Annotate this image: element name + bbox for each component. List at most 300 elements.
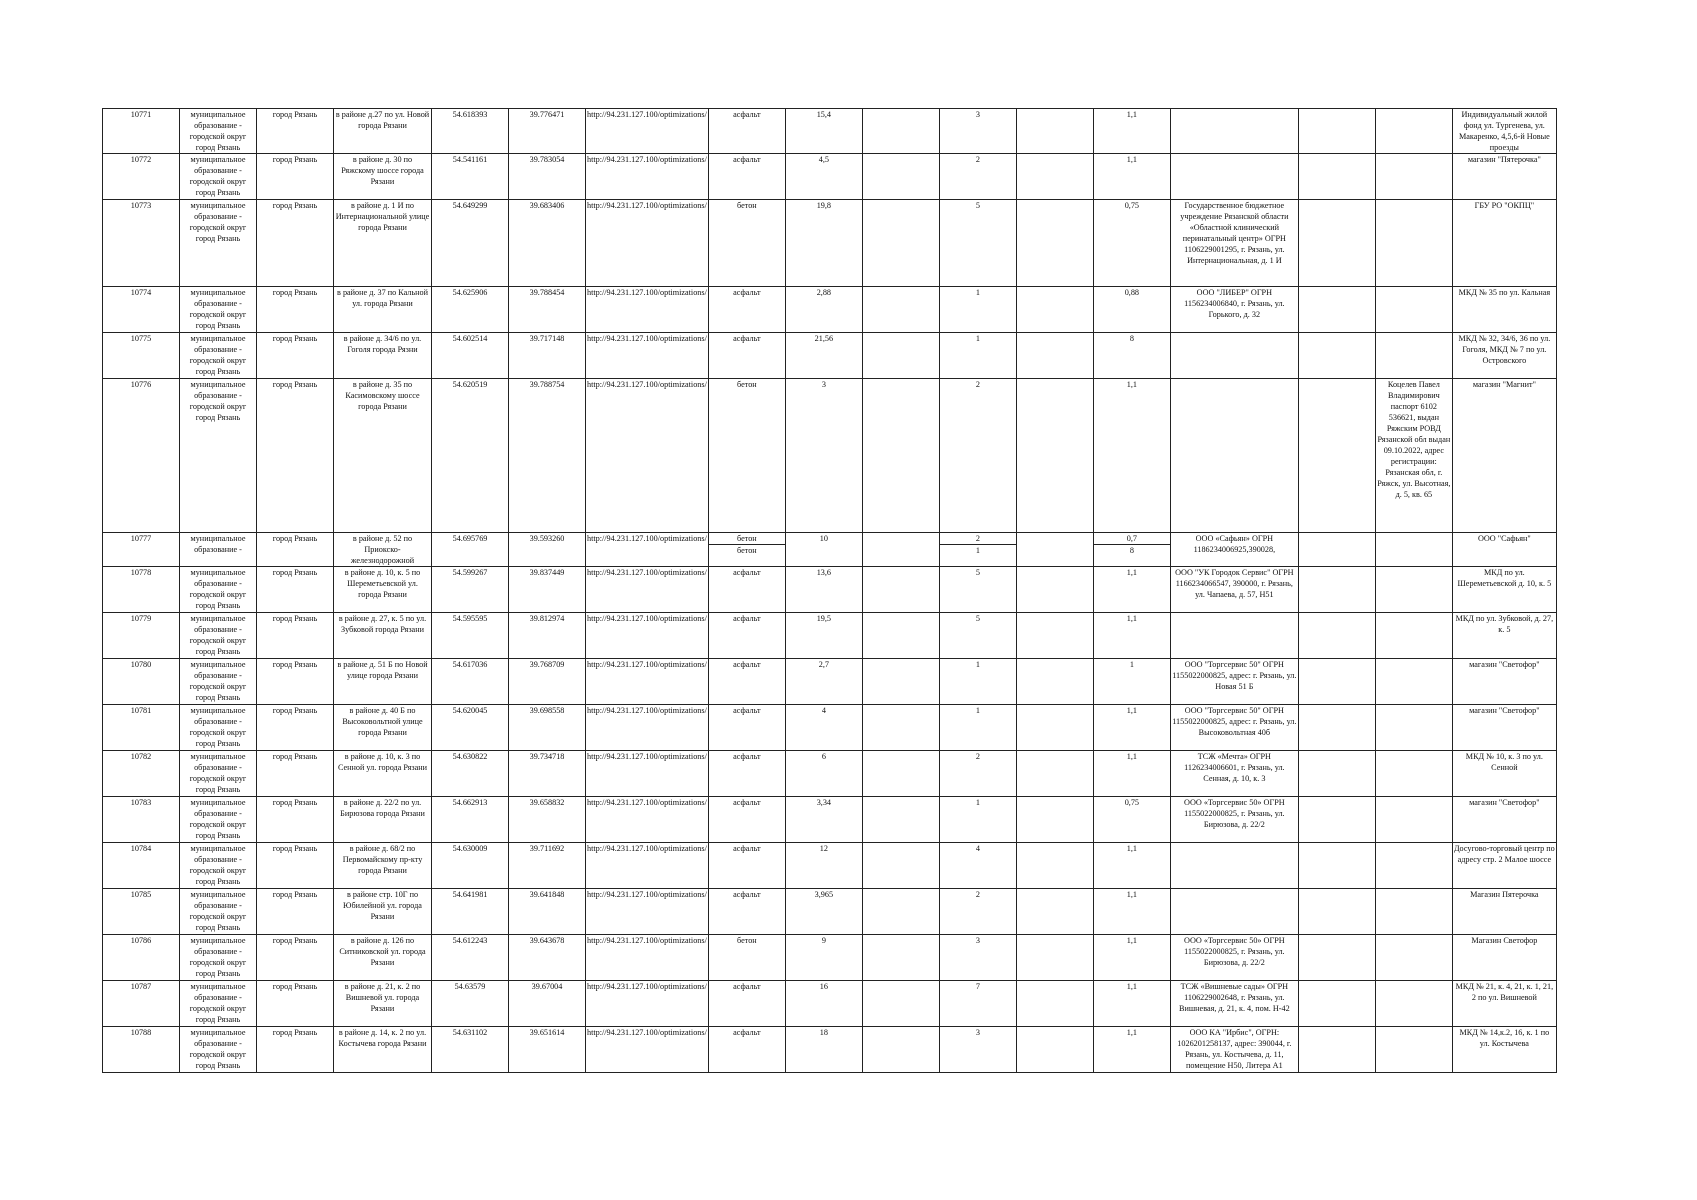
area: 10 <box>785 533 862 567</box>
owner-info: ООО «Торгсервис 50» ОГРН 1155022000825, г. Рязань, ул. Бирюзова, д. 22/2 <box>1170 935 1298 981</box>
table-row <box>103 935 1557 981</box>
container-volume: 1,1 <box>1093 109 1170 154</box>
container-volume-primary: 0,7 <box>1094 533 1170 545</box>
container-volume: 1,1 <box>1093 613 1170 659</box>
empty-cell <box>862 533 939 567</box>
area: 15,4 <box>785 109 862 154</box>
location-address: в районе д. 34/6 по ул. Гоголя города Рязни <box>334 333 432 379</box>
waste-source: Магазин Светофор <box>1452 935 1556 981</box>
surface-type: асфальт <box>708 843 785 889</box>
latitude: 54.620519 <box>432 379 509 533</box>
private-owner <box>1375 109 1452 154</box>
table-row <box>103 889 1557 935</box>
empty-cell <box>1016 705 1093 751</box>
container-volume: 0,75 <box>1093 797 1170 843</box>
row-number: 10775 <box>103 333 180 379</box>
private-owner <box>1375 613 1452 659</box>
location-address: в районе д. 1 И по Интернациональной улице города Рязани <box>334 200 432 287</box>
surface-type: асфальт <box>708 613 785 659</box>
table-row <box>103 797 1557 843</box>
area: 6 <box>785 751 862 797</box>
map-link[interactable]: http://94.231.127.100/optimizations/ <box>586 287 709 333</box>
municipality: муниципальное образование - <box>180 533 257 567</box>
municipality: муниципальное образование - городской округ город Рязань <box>180 613 257 659</box>
empty-cell <box>1298 843 1375 889</box>
table-row <box>103 981 1557 1027</box>
location-address: в районе д. 52 по Приокско-железнодорожной <box>334 533 432 567</box>
surface-type-secondary: бетон <box>737 546 757 555</box>
owner-info: ТСЖ «Мечта» ОГРН 1126234006601, г. Рязань, ул. Сенная, д. 10, к. 3 <box>1170 751 1298 797</box>
location-address: в районе д. 40 Б по Высоковольтной улице города Рязани <box>334 705 432 751</box>
longitude: 39.734718 <box>509 751 586 797</box>
row-number: 10781 <box>103 705 180 751</box>
row-number: 10782 <box>103 751 180 797</box>
private-owner <box>1375 751 1452 797</box>
surface-type: бетон <box>708 200 785 287</box>
private-owner <box>1375 200 1452 287</box>
location-address: в районе д. 14, к. 2 по ул. Костычева города Рязани <box>334 1027 432 1073</box>
waste-source: Индивидуальный жилой фонд ул. Тургенева, ул. Макаренко, 4,5,6-й Новые проезды <box>1452 109 1556 154</box>
private-owner <box>1375 333 1452 379</box>
container-count: 7 <box>939 981 1016 1027</box>
settlement: город Рязань <box>257 1027 334 1073</box>
surface-type: бетон <box>708 379 785 533</box>
empty-cell <box>1016 659 1093 705</box>
longitude: 39.711692 <box>509 843 586 889</box>
empty-cell <box>1016 613 1093 659</box>
empty-cell <box>1016 889 1093 935</box>
map-link[interactable]: http://94.231.127.100/optimizations/ <box>586 659 709 705</box>
container-volume: 0,88 <box>1093 287 1170 333</box>
area: 3,965 <box>785 889 862 935</box>
waste-source: МКД по ул. Шереметьевской д. 10, к. 5 <box>1452 567 1556 613</box>
settlement: город Рязань <box>257 109 334 154</box>
table-row <box>103 379 1557 533</box>
table-row <box>103 1027 1557 1073</box>
empty-cell <box>1016 935 1093 981</box>
surface-type: асфальт <box>708 797 785 843</box>
map-link[interactable]: http://94.231.127.100/optimizations/ <box>586 200 709 287</box>
owner-info: ООО "Торгсервис 50" ОГРН 1155022000825, адрес: г. Рязань, ул. Новая 51 Б <box>1170 659 1298 705</box>
area: 19,8 <box>785 200 862 287</box>
location-address: в районе д. 126 по Ситниковской ул. города Рязани <box>334 935 432 981</box>
empty-cell <box>862 379 939 533</box>
waste-source: МКД № 35 по ул. Кальная <box>1452 287 1556 333</box>
latitude: 54.662913 <box>432 797 509 843</box>
area: 3 <box>785 379 862 533</box>
location-address: в районе д. 68/2 по Первомайскому пр-кту города Рязани <box>334 843 432 889</box>
row-number: 10774 <box>103 287 180 333</box>
surface-type: асфальт <box>708 333 785 379</box>
map-link[interactable]: http://94.231.127.100/optimizations/ <box>586 567 709 613</box>
settlement: город Рязань <box>257 705 334 751</box>
owner-info: ООО «Торгсервис 50» ОГРН 1155022000825, г. Рязань, ул. Бирюзова, д. 22/2 <box>1170 797 1298 843</box>
area: 12 <box>785 843 862 889</box>
container-volume: 1,1 <box>1093 751 1170 797</box>
private-owner <box>1375 154 1452 200</box>
container-count: 1 <box>939 333 1016 379</box>
empty-cell <box>1298 379 1375 533</box>
area: 16 <box>785 981 862 1027</box>
municipality: муниципальное образование - городской округ город Рязань <box>180 287 257 333</box>
container-volume: 1 <box>1093 659 1170 705</box>
empty-cell <box>1016 981 1093 1027</box>
owner-info <box>1170 379 1298 533</box>
surface-type: асфальт <box>708 705 785 751</box>
container-volume: 1,1 <box>1093 843 1170 889</box>
latitude: 54.631102 <box>432 1027 509 1073</box>
row-number: 10785 <box>103 889 180 935</box>
empty-cell <box>862 797 939 843</box>
private-owner <box>1375 889 1452 935</box>
settlement: город Рязань <box>257 981 334 1027</box>
private-owner: Коцелев Павел Владимирович паспорт 6102 536621, выдан Ряжским РОВД Рязанской обл выдан 09.10.2022, адрес регистрации: Рязанская обл, г. Ряжск, ул. Высотная, д. 5, кв. 65 <box>1375 379 1452 533</box>
table-row <box>103 843 1557 889</box>
latitude: 54.630822 <box>432 751 509 797</box>
municipality: муниципальное образование - городской округ город Рязань <box>180 200 257 287</box>
latitude: 54.630009 <box>432 843 509 889</box>
container-volume: 1,1 <box>1093 154 1170 200</box>
table-row <box>103 287 1557 333</box>
area: 2,88 <box>785 287 862 333</box>
empty-cell <box>1016 567 1093 613</box>
container-volume: 1,1 <box>1093 705 1170 751</box>
settlement: город Рязань <box>257 797 334 843</box>
container-volume: 1,1 <box>1093 889 1170 935</box>
private-owner <box>1375 567 1452 613</box>
map-link[interactable]: http://94.231.127.100/optimizations/ <box>586 705 709 751</box>
waste-source: магазин "Пятерочка" <box>1452 154 1556 200</box>
municipality: муниципальное образование - городской округ город Рязань <box>180 659 257 705</box>
settlement: город Рязань <box>257 200 334 287</box>
table-row <box>103 705 1557 751</box>
surface-type: асфальт <box>708 889 785 935</box>
row-number: 10787 <box>103 981 180 1027</box>
waste-source: МКД по ул. Зубковой, д. 27, к. 5 <box>1452 613 1556 659</box>
row-number: 10777 <box>103 533 180 567</box>
waste-source: Досугово-торговый центр по адресу стр. 2 Малое шоссе <box>1452 843 1556 889</box>
latitude: 54.618393 <box>432 109 509 154</box>
row-number: 10772 <box>103 154 180 200</box>
municipality: муниципальное образование - городской округ город Рязань <box>180 751 257 797</box>
municipality: муниципальное образование - городской округ город Рязань <box>180 889 257 935</box>
map-link[interactable]: http://94.231.127.100/optimizations/ <box>586 843 709 889</box>
table-row <box>103 154 1557 200</box>
map-link[interactable]: http://94.231.127.100/optimizations/ <box>586 797 709 843</box>
empty-cell <box>862 613 939 659</box>
location-address: в районе д. 37 по Кальной ул. города Рязани <box>334 287 432 333</box>
container-volume: 8 <box>1093 333 1170 379</box>
map-link[interactable]: http://94.231.127.100/optimizations/ <box>586 109 709 154</box>
map-link[interactable]: http://94.231.127.100/optimizations/ <box>586 1027 709 1073</box>
container-volume: 1,1 <box>1093 981 1170 1027</box>
waste-source: Магазин Пятерочка <box>1452 889 1556 935</box>
container-count: 1 <box>939 797 1016 843</box>
municipality: муниципальное образование - городской округ город Рязань <box>180 797 257 843</box>
owner-info <box>1170 843 1298 889</box>
owner-info: ООО "Торгсервис 50" ОГРН 1155022000825, адрес: г. Рязань, ул. Высоковольтная 40б <box>1170 705 1298 751</box>
map-link[interactable]: http://94.231.127.100/optimizations/ <box>586 333 709 379</box>
owner-info: ООО КА "Ирбис", ОГРН: 1026201258137, адрес: 390044, г. Рязань, ул. Костычева, д. 11, помещение Н50, Литера А1 <box>1170 1027 1298 1073</box>
location-address: в районе д. 51 Б по Новой улице города Рязани <box>334 659 432 705</box>
private-owner <box>1375 1027 1452 1073</box>
container-count: 2 <box>939 154 1016 200</box>
settlement: город Рязань <box>257 613 334 659</box>
owner-info <box>1170 333 1298 379</box>
latitude: 54.620045 <box>432 705 509 751</box>
owner-info: Государственное бюджетное учреждение Рязанской области «Областной клинический перинатальный центр» ОГРН 1106229001295, г. Рязань, ул. Интернациональная, д. 1 И <box>1170 200 1298 287</box>
empty-cell <box>1298 705 1375 751</box>
waste-source: ГБУ РО "ОКПЦ" <box>1452 200 1556 287</box>
empty-cell <box>1298 109 1375 154</box>
location-address: в районе д. 10, к. 5 по Шереметьевской ул. города Рязани <box>334 567 432 613</box>
empty-cell <box>862 935 939 981</box>
container-count: 3 <box>939 1027 1016 1073</box>
settlement: город Рязань <box>257 287 334 333</box>
settlement: город Рязань <box>257 843 334 889</box>
map-link[interactable]: http://94.231.127.100/optimizations/ <box>586 379 709 533</box>
latitude: 54.695769 <box>432 533 509 567</box>
longitude: 39.812974 <box>509 613 586 659</box>
settlement: город Рязань <box>257 333 334 379</box>
surface-type: асфальт <box>708 751 785 797</box>
municipality: муниципальное образование - городской округ город Рязань <box>180 935 257 981</box>
row-number: 10788 <box>103 1027 180 1073</box>
empty-cell <box>1298 1027 1375 1073</box>
owner-info <box>1170 109 1298 154</box>
empty-cell <box>862 200 939 287</box>
empty-cell <box>862 333 939 379</box>
location-address: в районе д. 30 по Ряжскому шоссе города Рязани <box>334 154 432 200</box>
latitude: 54.625906 <box>432 287 509 333</box>
latitude: 54.649299 <box>432 200 509 287</box>
empty-cell <box>1298 333 1375 379</box>
empty-cell <box>862 1027 939 1073</box>
map-link[interactable]: http://94.231.127.100/optimizations/ <box>586 981 709 1027</box>
waste-source: МКД № 32, 34/6, 36 по ул. Гоголя, МКД № 7 по ул. Островского <box>1452 333 1556 379</box>
waste-source: магазин "Магнит" <box>1452 379 1556 533</box>
empty-cell <box>1016 200 1093 287</box>
owner-info: ТСЖ «Вишневые сады» ОГРН 1106229002648, г. Рязань, ул. Вишневая, д. 21, к. 4, пом. Н-42 <box>1170 981 1298 1027</box>
surface-type <box>708 533 785 567</box>
empty-cell <box>1298 567 1375 613</box>
container-count: 2 <box>939 751 1016 797</box>
latitude: 54.612243 <box>432 935 509 981</box>
map-link[interactable]: http://94.231.127.100/optimizations/ <box>586 533 709 567</box>
empty-cell <box>1298 533 1375 567</box>
municipality: муниципальное образование - городской округ город Рязань <box>180 981 257 1027</box>
private-owner <box>1375 705 1452 751</box>
settlement: город Рязань <box>257 659 334 705</box>
empty-cell <box>1298 751 1375 797</box>
container-volume-secondary: 8 <box>1129 546 1134 555</box>
empty-cell <box>1298 659 1375 705</box>
private-owner <box>1375 935 1452 981</box>
empty-cell <box>1016 333 1093 379</box>
empty-cell <box>862 889 939 935</box>
latitude: 54.541161 <box>432 154 509 200</box>
owner-info <box>1170 889 1298 935</box>
area: 3,34 <box>785 797 862 843</box>
empty-cell <box>1298 797 1375 843</box>
settlement: город Рязань <box>257 154 334 200</box>
container-count: 5 <box>939 567 1016 613</box>
location-address: в районе д. 22/2 по ул. Бирюзова города Рязани <box>334 797 432 843</box>
private-owner <box>1375 981 1452 1027</box>
row-number: 10771 <box>103 109 180 154</box>
surface-type-primary: бетон <box>709 533 785 545</box>
surface-type: асфальт <box>708 109 785 154</box>
longitude: 39.643678 <box>509 935 586 981</box>
empty-cell <box>862 154 939 200</box>
area: 9 <box>785 935 862 981</box>
surface-type: асфальт <box>708 287 785 333</box>
location-address: в районе д. 35 по Касимовскому шоссе города Рязани <box>334 379 432 533</box>
waste-source: МКД № 21, к. 4, 21, к. 1, 21, 2 по ул. Вишневой <box>1452 981 1556 1027</box>
surface-type: асфальт <box>708 154 785 200</box>
longitude: 39.593260 <box>509 533 586 567</box>
surface-type: асфальт <box>708 981 785 1027</box>
container-volume: 1,1 <box>1093 567 1170 613</box>
owner-info: ООО «Сафьян» ОГРН 1186234006925,390028, <box>1170 533 1298 567</box>
longitude: 39.788454 <box>509 287 586 333</box>
settlement: город Рязань <box>257 567 334 613</box>
latitude: 54.641981 <box>432 889 509 935</box>
location-address: в районе д. 27, к. 5 по ул. Зубковой города Рязани <box>334 613 432 659</box>
empty-cell <box>1016 154 1093 200</box>
settlement: город Рязань <box>257 935 334 981</box>
container-count-primary: 2 <box>940 533 1016 545</box>
row-number: 10776 <box>103 379 180 533</box>
table-row <box>103 333 1557 379</box>
map-link[interactable]: http://94.231.127.100/optimizations/ <box>586 154 709 200</box>
settlement: город Рязань <box>257 533 334 567</box>
surface-type: асфальт <box>708 1027 785 1073</box>
latitude: 54.595595 <box>432 613 509 659</box>
area: 4,5 <box>785 154 862 200</box>
container-volume: 1,1 <box>1093 935 1170 981</box>
municipality: муниципальное образование - городской округ город Рязань <box>180 333 257 379</box>
empty-cell <box>1016 287 1093 333</box>
empty-cell <box>1298 613 1375 659</box>
empty-cell <box>862 287 939 333</box>
longitude: 39.776471 <box>509 109 586 154</box>
area: 4 <box>785 705 862 751</box>
empty-cell <box>862 751 939 797</box>
table-row <box>103 533 1557 567</box>
container-volume: 0,75 <box>1093 200 1170 287</box>
table-row <box>103 200 1557 287</box>
longitude: 39.717148 <box>509 333 586 379</box>
empty-cell <box>1298 287 1375 333</box>
latitude: 54.602514 <box>432 333 509 379</box>
container-count: 1 <box>939 705 1016 751</box>
waste-source: магазин "Светофор" <box>1452 705 1556 751</box>
map-link[interactable]: http://94.231.127.100/optimizations/ <box>586 889 709 935</box>
area: 2,7 <box>785 659 862 705</box>
container-count-secondary: 1 <box>975 546 980 555</box>
table-row <box>103 613 1557 659</box>
longitude: 39.683406 <box>509 200 586 287</box>
area: 21,56 <box>785 333 862 379</box>
owner-info <box>1170 613 1298 659</box>
empty-cell <box>1016 533 1093 567</box>
empty-cell <box>1016 797 1093 843</box>
table-row <box>103 567 1557 613</box>
longitude: 39.783054 <box>509 154 586 200</box>
empty-cell <box>862 109 939 154</box>
container-count: 2 <box>939 379 1016 533</box>
owner-info: ООО "УК Городок Сервис" ОГРН 1166234066547, 390000, г. Рязань, ул. Чапаева, д. 57, Н51 <box>1170 567 1298 613</box>
container-count: 5 <box>939 200 1016 287</box>
container-count: 2 <box>939 889 1016 935</box>
location-address: в районе д.27 по ул. Новой города Рязани <box>334 109 432 154</box>
map-link[interactable]: http://94.231.127.100/optimizations/ <box>586 935 709 981</box>
municipality: муниципальное образование - городской округ город Рязань <box>180 379 257 533</box>
area: 19,5 <box>785 613 862 659</box>
waste-source: МКД № 14,к.2, 16, к. 1 по ул. Костычева <box>1452 1027 1556 1073</box>
empty-cell <box>1298 889 1375 935</box>
table-row <box>103 751 1557 797</box>
municipality: муниципальное образование - городской округ город Рязань <box>180 843 257 889</box>
container-count <box>939 533 1016 567</box>
municipality: муниципальное образование - городской округ город Рязань <box>180 154 257 200</box>
empty-cell <box>862 567 939 613</box>
owner-info <box>1170 154 1298 200</box>
empty-cell <box>1016 751 1093 797</box>
waste-source: магазин "Светофор" <box>1452 659 1556 705</box>
area: 18 <box>785 1027 862 1073</box>
empty-cell <box>1016 109 1093 154</box>
latitude: 54.617036 <box>432 659 509 705</box>
row-number: 10779 <box>103 613 180 659</box>
owner-info: ООО "ЛИБЕР" ОГРН 1156234006840, г. Рязань, ул. Горького, д. 32 <box>1170 287 1298 333</box>
latitude: 54.599267 <box>432 567 509 613</box>
private-owner <box>1375 843 1452 889</box>
row-number: 10783 <box>103 797 180 843</box>
latitude: 54.63579 <box>432 981 509 1027</box>
empty-cell <box>862 659 939 705</box>
container-volume: 1,1 <box>1093 1027 1170 1073</box>
location-address: в районе стр. 10Г по Юбилейной ул. города Рязани <box>334 889 432 935</box>
empty-cell <box>1016 379 1093 533</box>
location-address: в районе д. 10, к. 3 по Сенной ул. города Рязани <box>334 751 432 797</box>
map-link[interactable]: http://94.231.127.100/optimizations/ <box>586 751 709 797</box>
area: 13,6 <box>785 567 862 613</box>
table-row <box>103 659 1557 705</box>
waste-source: МКД № 10, к. 3 по ул. Сенной <box>1452 751 1556 797</box>
empty-cell <box>862 843 939 889</box>
waste-source: магазин "Светофор" <box>1452 797 1556 843</box>
container-count: 1 <box>939 659 1016 705</box>
longitude: 39.698558 <box>509 705 586 751</box>
surface-type: асфальт <box>708 567 785 613</box>
private-owner <box>1375 797 1452 843</box>
container-count: 4 <box>939 843 1016 889</box>
map-link[interactable]: http://94.231.127.100/optimizations/ <box>586 613 709 659</box>
municipality: муниципальное образование - городской округ город Рязань <box>180 705 257 751</box>
settlement: город Рязань <box>257 751 334 797</box>
longitude: 39.641848 <box>509 889 586 935</box>
private-owner <box>1375 287 1452 333</box>
settlement: город Рязань <box>257 889 334 935</box>
municipality: муниципальное образование - городской округ город Рязань <box>180 567 257 613</box>
empty-cell <box>1298 935 1375 981</box>
empty-cell <box>1298 200 1375 287</box>
surface-type: бетон <box>708 935 785 981</box>
row-number: 10778 <box>103 567 180 613</box>
container-volume: 1,1 <box>1093 379 1170 533</box>
